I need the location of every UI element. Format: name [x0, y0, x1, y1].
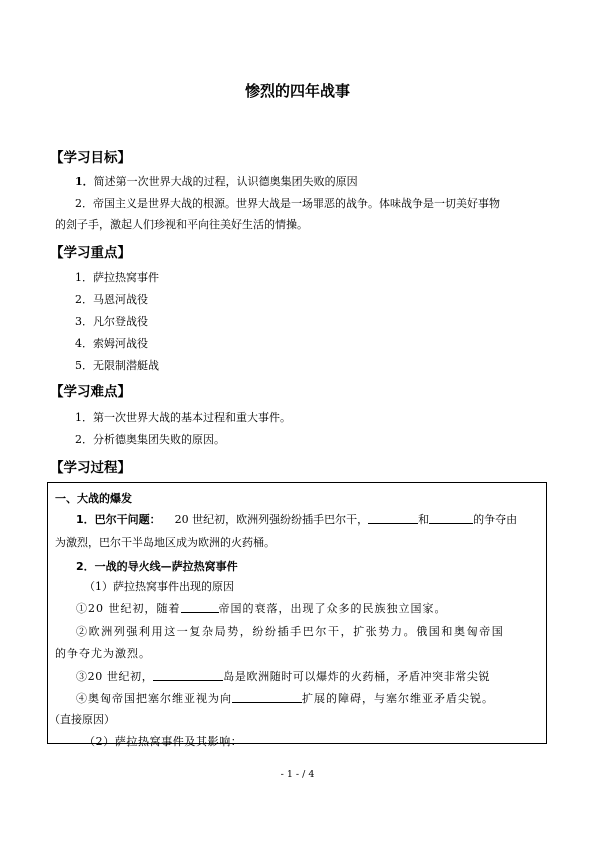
keypoints-heading: 【学习重点】	[50, 245, 131, 261]
reason-3-b: 岛是欧洲随时可以爆炸的火药桶，矛盾冲突非常尖锐	[223, 670, 491, 683]
goals-heading: 【学习目标】	[50, 150, 131, 166]
reason-4	[76, 692, 494, 706]
subsection-1-title: （1）萨拉热窝事件出现的原因	[84, 580, 234, 593]
goal-item-1-text: 简述第一次世界大战的过程，认识德奥集团失败的原因	[93, 175, 358, 188]
goal-item-2-num: 2．	[75, 197, 93, 210]
blank-field[interactable]	[181, 602, 219, 613]
blank-field[interactable]	[232, 692, 302, 703]
keypoint-item-1: 1．萨拉热窝事件	[75, 271, 159, 284]
page-title: 惨烈的四年战事	[244, 82, 350, 100]
blank-field[interactable]	[368, 513, 418, 524]
reason-4-b: 扩展的障碍，与塞尔维亚矛盾尖锐。	[302, 692, 494, 705]
section-1-title: 一、大战的爆发	[55, 492, 132, 505]
keypoint-item-3: 3．凡尔登战役	[75, 315, 148, 328]
question-1-continued: 为激烈，巴尔干半岛地区成为欧洲的火药桶。	[55, 536, 275, 549]
question-1-text-a: 20 世纪初，欧洲列强纷纷插手巴尔干，	[174, 513, 369, 526]
goal-item-2-text: 帝国主义是世界大战的根源。世界大战是一场罪恶的战争。体味战争是一切美好事物	[93, 197, 500, 210]
question-1-text-c: 的争夺由	[473, 513, 518, 526]
reason-4-a: ④奥匈帝国把塞尔维亚视为向	[76, 692, 232, 705]
reason-1	[76, 602, 447, 616]
reason-3	[76, 670, 490, 684]
question-2-label: 2．一战的导火线—萨拉热窝事件	[76, 560, 238, 573]
difficulty-item-1: 1．第一次世界大战的基本过程和重大事件。	[75, 411, 291, 424]
reason-1-a: ①20 世纪初，随着	[76, 602, 181, 615]
reason-2-continued: 的争夺尤为激烈。	[55, 647, 151, 660]
difficulty-item-2: 2．分析德奥集团失败的原因。	[75, 433, 225, 446]
goal-item-1	[75, 175, 358, 189]
question-1-text-b: 和	[418, 513, 430, 526]
question-1-line	[76, 513, 517, 527]
reason-2: ②欧洲列强利用这一复杂局势，纷纷插手巴尔干，扩张势力。俄国和奥匈帝国	[76, 625, 505, 638]
goal-item-2	[75, 197, 500, 211]
reason-3-a: ③20 世纪初，	[76, 670, 154, 683]
keypoint-item-4: 4．索姆河战役	[75, 337, 148, 350]
difficulties-heading: 【学习难点】	[50, 384, 131, 400]
page-footer: - 1 - / 4	[280, 769, 315, 780]
question-1-label: 1．巴尔干问题：	[76, 513, 161, 526]
subsection-2-title: （2）萨拉热窝事件及其影响：	[84, 735, 243, 748]
keypoint-item-2: 2．马恩河战役	[75, 293, 148, 306]
blank-field[interactable]	[153, 670, 223, 681]
goal-item-2-continued: 的刽子手，激起人们珍视和平向往美好生活的情操。	[55, 218, 308, 231]
reason-1-b: 帝国的衰落，出现了众多的民族独立国家。	[218, 602, 447, 615]
blank-field[interactable]	[429, 513, 473, 524]
keypoint-item-5: 5．无限制潜艇战	[75, 359, 159, 372]
process-heading: 【学习过程】	[50, 460, 131, 476]
reason-4-continued: （直接原因）	[49, 713, 115, 726]
goal-item-1-num: 1．	[75, 175, 94, 188]
